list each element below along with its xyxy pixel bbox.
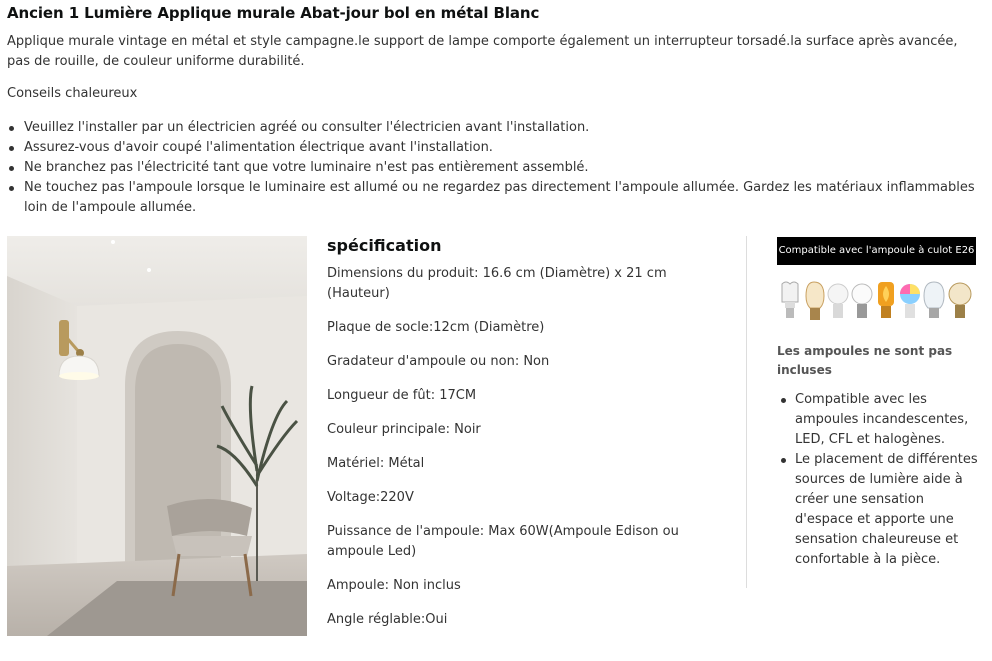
- list-item: [7, 158, 982, 178]
- tip-text: Ne branchez pas l'électricité tant que votre luminaire n'est pas entièrement assemblé.: [24, 160, 589, 175]
- list-item: [777, 450, 980, 570]
- spec-item: Voltage:220V: [327, 490, 414, 505]
- feature-text: Le placement de différentes sources de lumière aide à créer une sensation d'espace et apporte une sensation chaleureuse et confortable à la pièce.: [795, 452, 978, 567]
- spec-item: Plaque de socle:12cm (Diamètre): [327, 320, 545, 335]
- feature-text: Compatible avec les ampoules incandescentes, LED, CFL et halogènes.: [795, 392, 969, 447]
- bullet-icon: [9, 146, 14, 151]
- globe-bulb-icon: [852, 284, 872, 318]
- list-item: [7, 118, 982, 138]
- list-item: [7, 138, 982, 158]
- bulb-compat-badge: Compatible avec l'ampoule à culot E26: [777, 237, 976, 265]
- led-bulb-icon: [828, 284, 848, 318]
- tip-text: Assurez-vous d'avoir coupé l'alimentation électrique avant l'installation.: [24, 140, 493, 155]
- list-item: [777, 390, 980, 450]
- column-divider: [746, 236, 747, 588]
- bulb-icons-row: [776, 278, 976, 328]
- spec-title: spécification: [327, 236, 442, 255]
- bullet-icon: [9, 166, 14, 171]
- rgb-bulb-icon: [900, 284, 920, 318]
- bullet-icon: [9, 186, 14, 191]
- spec-item: Dimensions du produit: 16.6 cm (Diamètre) x 21 cm (Hauteur): [327, 266, 667, 301]
- tip-text: Veuillez l'installer par un électricien agréé ou consulter l'électricien avant l'installation.: [24, 120, 590, 135]
- cfl-bulb-icon: [782, 282, 798, 318]
- spec-item: Ampoule: Non inclus: [327, 578, 461, 593]
- tips-heading: Conseils chaleureux: [7, 86, 138, 101]
- spec-item: Couleur principale: Noir: [327, 422, 481, 437]
- tips-list: [7, 118, 982, 218]
- flame-bulb-icon: [878, 282, 894, 318]
- spec-item: Puissance de l'ampoule: Max 60W(Ampoule Edison ou ampoule Led): [327, 524, 679, 559]
- tip-text: Ne touchez pas l'ampoule lorsque le luminaire est allumé ou ne regardez pas directement l'ampoule allumée. Gardez les matériaux inflammables loin de l'ampoule allumée.: [24, 180, 975, 215]
- vintage-bulb-icon: [949, 283, 971, 318]
- product-title: Ancien 1 Lumière Applique murale Abat-jour bol en métal Blanc: [7, 4, 540, 22]
- bulbs-not-included-note: Les ampoules ne sont pas incluses: [777, 344, 953, 377]
- bulb-features-list: [777, 390, 980, 570]
- spec-item: Longueur de fût: 17CM: [327, 388, 477, 403]
- room-scene-illustration: [7, 236, 307, 636]
- spec-item: Angle réglable:Oui: [327, 612, 448, 627]
- product-description: Applique murale vintage en métal et style campagne.le support de lampe comporte également un interrupteur torsadé.la surface après avancée, pas de rouille, de couleur uniforme durabilité.: [7, 34, 958, 69]
- edison-bulb-icon: [806, 282, 824, 320]
- bullet-icon: [781, 458, 786, 463]
- bullet-icon: [781, 398, 786, 403]
- spec-list: [327, 264, 687, 644]
- product-photo: [7, 236, 307, 636]
- spec-item: Gradateur d'ampoule ou non: Non: [327, 354, 550, 369]
- list-item: [7, 178, 982, 218]
- bullet-icon: [9, 126, 14, 131]
- spec-item: Matériel: Métal: [327, 456, 425, 471]
- filament-bulb-icon: [924, 282, 944, 318]
